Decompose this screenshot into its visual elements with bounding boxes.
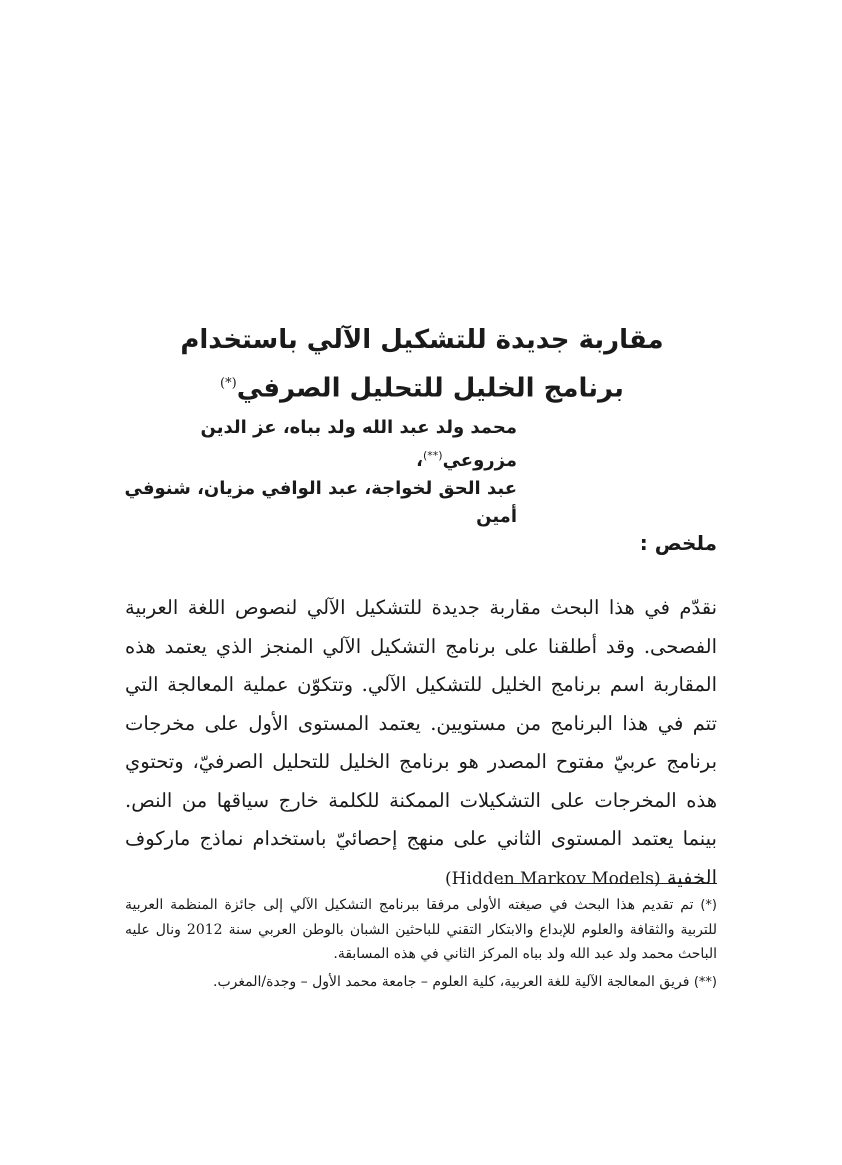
footnote-2-mark: (**)	[693, 975, 717, 990]
abstract-latin-term: (Hidden Markov Models)	[444, 868, 661, 889]
abstract-heading: ملخص :	[639, 531, 717, 555]
authors-line-1-text: محمد ولد عبد الله ولد بباه، عز الدين مزروعي	[200, 417, 517, 471]
title-line-1: مقاربة جديدة للتشكيل الآلي باستخدام	[180, 325, 664, 355]
footnote-2	[125, 970, 717, 995]
footnotes	[125, 893, 717, 999]
authors-line-1	[97, 414, 517, 475]
footnote-1	[125, 893, 717, 966]
authors	[97, 414, 517, 531]
title-footnote-marker: (*)	[220, 376, 237, 391]
title-line-2	[122, 362, 722, 411]
abstract-text: نقدّم في هذا البحث مقاربة جديدة للتشكيل الآلي لنصوص اللغة العربية الفصحى. وقد أطلقنا على برنامج التشكيل الآلي المنجز الذي يعتمد هذه المقاربة اسم برنامج الخليل للتشكيل الآلي. وتتكوّن عملية المعالجة التي تتم في هذا البرنامج من مستويين. يعتمد المستوى الأول على مخرجات برنامج عربيّ مفتوح المصدر هو برنامج الخليل للتحليل الصرفيّ، وتحتوي هذه المخرجات على التشكيلات الممكنة للكلمة خارج سياقها من النص. بينما يعتمد المستوى الثاني على منهج إحصائيّ باستخدام نماذج ماركوف الخفية	[125, 596, 717, 889]
footnote-rule	[497, 883, 717, 884]
footnote-1-mark: (*)	[700, 898, 718, 913]
title-line-2-text: برنامج الخليل للتحليل الصرفي	[236, 373, 624, 404]
authors-footnote-marker: (**)	[423, 449, 443, 462]
footnote-2-text: فريق المعالجة الآلية للغة العربية، كلية العلوم – جامعة محمد الأول – وجدة/المغرب.	[213, 974, 690, 990]
abstract-body	[125, 589, 717, 898]
paper-title	[122, 318, 722, 411]
footnote-1-text: تم تقديم هذا البحث في صيغته الأولى مرفقا ببرنامج التشكيل الآلي إلى جائزة المنظمة العربية للتربية والثقافة والعلوم للإبداع والابتكار التقني للباحثين الشبان بالوطن العربي سنة 2012 ونال عليه الباحث محمد ولد عبد الله ولد بباه المركز الثاني في هذه المسابقة.	[125, 897, 718, 962]
authors-line-1-end: ،	[416, 450, 423, 471]
authors-line-2: عبد الحق لخواجة، عبد الوافي مزيان، شنوفي أمين	[124, 478, 517, 527]
